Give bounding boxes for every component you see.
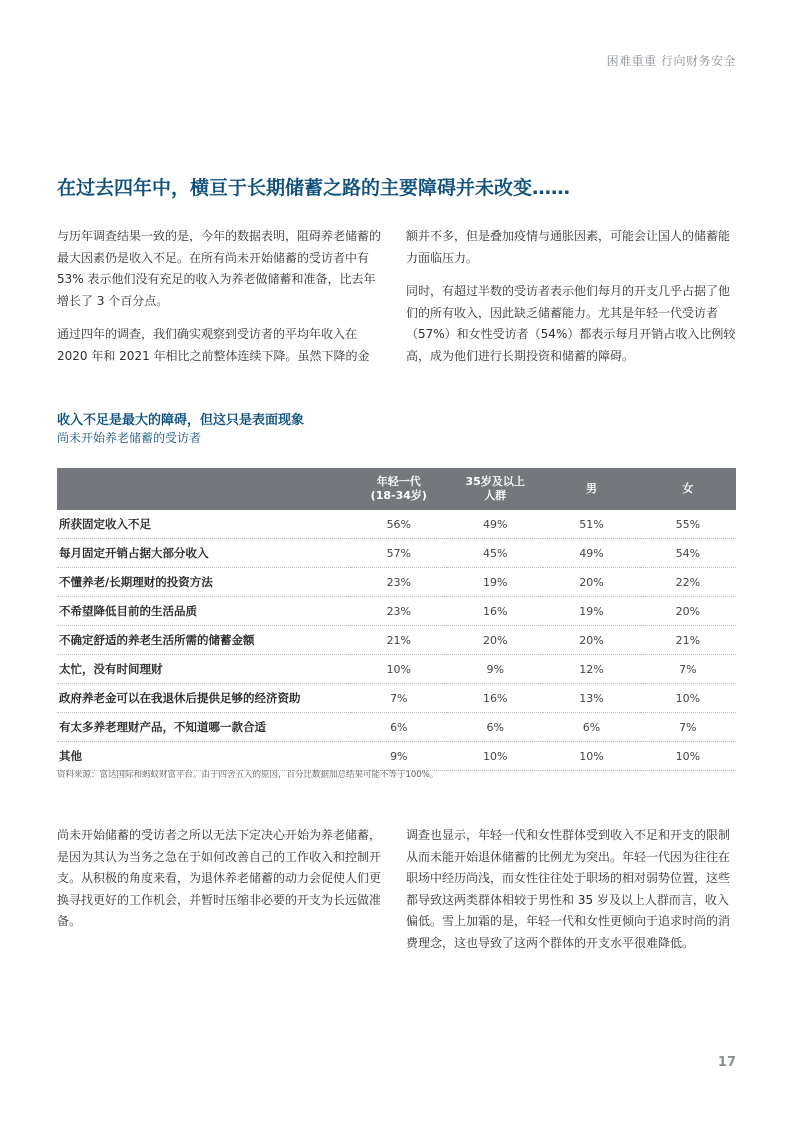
page-number: 17 (717, 1055, 736, 1070)
table-row (57, 626, 736, 655)
table-header-blank (57, 468, 351, 510)
table-cell: 23% (351, 597, 447, 626)
table-row (57, 655, 736, 684)
table-cell: 23% (351, 568, 447, 597)
row-label: 太忙，没有时间理财 (57, 655, 351, 684)
table-cell: 6% (351, 713, 447, 742)
table-header-row (57, 468, 736, 510)
row-label: 每月固定开销占据大部分收入 (57, 539, 351, 568)
table-cell: 19% (543, 597, 639, 626)
table-cell: 6% (447, 713, 543, 742)
table-cell: 13% (543, 684, 639, 713)
body-paragraph: 调查也显示，年轻一代和女性群体受到收入不足和开支的限制从而未能开始退休储蓄的比例尤为突出。年轻一代因为往往在职场中经历尚浅，而女性往往处于职场的相对弱势位置，这些都导致这两类群体相较于男性和 35 岁及以上人群而言，收入偏低。雪上加霜的是，年轻一代和女性更倾向于追求时尚的消费理念，这也导致了这两个群体的开支水平很难降低。 (406, 828, 731, 950)
table-cell: 21% (351, 626, 447, 655)
table-cell: 7% (640, 655, 736, 684)
table-cell: 49% (543, 539, 639, 568)
intro-paragraph: 通过四年的调查，我们确实观察到受访者的平均年收入在 2020 年和 2021 年相比之前整体连续下降。虽然下降的金 (57, 327, 370, 363)
table-cell: 16% (447, 684, 543, 713)
table-cell: 7% (640, 713, 736, 742)
table-row (57, 713, 736, 742)
table-cell: 10% (543, 742, 639, 771)
intro-right-column (406, 226, 736, 379)
table-cell: 57% (351, 539, 447, 568)
table-row (57, 742, 736, 771)
table-cell: 49% (447, 510, 543, 539)
table-cell: 56% (351, 510, 447, 539)
intro-paragraph: 同时，有超过半数的受访者表示他们每月的开支几乎占据了他们的所有收入，因此缺乏储蓄能力。尤其是年轻一代受访者（57%）和女性受访者（54%）都表示每月开销占收入比例较高，成为他们进行长期投资和储蓄的障碍。 (406, 284, 736, 363)
row-label: 不确定舒适的养老生活所需的储蓄金额 (57, 626, 351, 655)
table-row (57, 539, 736, 568)
table-cell: 10% (351, 655, 447, 684)
row-label: 不希望降低目前的生活品质 (57, 597, 351, 626)
row-label: 有太多养老理财产品，不知道哪一款合适 (57, 713, 351, 742)
table-cell: 9% (447, 655, 543, 684)
table-subtitle: 尚未开始养老储蓄的受访者 (57, 431, 202, 445)
table-row (57, 684, 736, 713)
table-cell: 20% (543, 626, 639, 655)
body-left-column (57, 825, 387, 945)
body-paragraph: 尚未开始储蓄的受访者之所以无法下定决心开始为养老储蓄，是因为其认为当务之急在于如何改善自己的工作收入和控制开支。从积极的角度来看，为退休养老储蓄的动力会促使人们更换寻找更好的工作机会，并暂时压缩非必要的开支为长远做准备。 (57, 828, 382, 928)
intro-left-column (57, 226, 387, 379)
table-cell: 45% (447, 539, 543, 568)
table-cell: 10% (640, 742, 736, 771)
table-cell: 6% (543, 713, 639, 742)
table-cell: 54% (640, 539, 736, 568)
barriers-table (57, 468, 736, 771)
table-row (57, 568, 736, 597)
table-row (57, 597, 736, 626)
table-cell: 10% (640, 684, 736, 713)
table-header-cell: 女 (640, 468, 736, 510)
row-label: 所获固定收入不足 (57, 510, 351, 539)
table-header-cell: 年轻一代 (18-34岁) (351, 468, 447, 510)
intro-paragraph: 与历年调查结果一致的是，今年的数据表明，阻碍养老储蓄的最大因素仍是收入不足。在所有尚未开始储蓄的受访者中有 53% 表示他们没有充足的收入为养老做储蓄和准备，比去年增长了 3 个百分点。 (57, 229, 382, 308)
table-cell: 7% (351, 684, 447, 713)
table-title: 收入不足是最大的障碍，但这只是表面现象 (57, 413, 305, 428)
section-title: 在过去四年中，横亘于长期储蓄之路的主要障碍并未改变…… (57, 177, 571, 199)
table-row (57, 510, 736, 539)
header-section-tag: 困难重重 行向财务安全 (606, 54, 736, 68)
table-header-cell: 男 (543, 468, 639, 510)
table-cell: 19% (447, 568, 543, 597)
row-label: 其他 (57, 742, 351, 771)
row-label: 不懂养老/长期理财的投资方法 (57, 568, 351, 597)
table-cell: 20% (543, 568, 639, 597)
table-cell: 12% (543, 655, 639, 684)
body-right-column (406, 825, 736, 966)
table-cell: 21% (640, 626, 736, 655)
table-cell: 10% (447, 742, 543, 771)
row-label: 政府养老金可以在我退休后提供足够的经济资助 (57, 684, 351, 713)
table-cell: 9% (351, 742, 447, 771)
intro-paragraph: 额并不多，但是叠加疫情与通胀因素，可能会让国人的储蓄能力面临压力。 (406, 229, 731, 265)
table-cell: 20% (640, 597, 736, 626)
table-cell: 55% (640, 510, 736, 539)
table-cell: 51% (543, 510, 639, 539)
table-cell: 16% (447, 597, 543, 626)
source-note: 资料来源：富达国际和蚂蚁财富平台。由于四舍五入的原因，百分比数据加总结果可能不等于100%。 (57, 770, 439, 780)
table-cell: 22% (640, 568, 736, 597)
table-header-cell: 35岁及以上 人群 (447, 468, 543, 510)
table-cell: 20% (447, 626, 543, 655)
